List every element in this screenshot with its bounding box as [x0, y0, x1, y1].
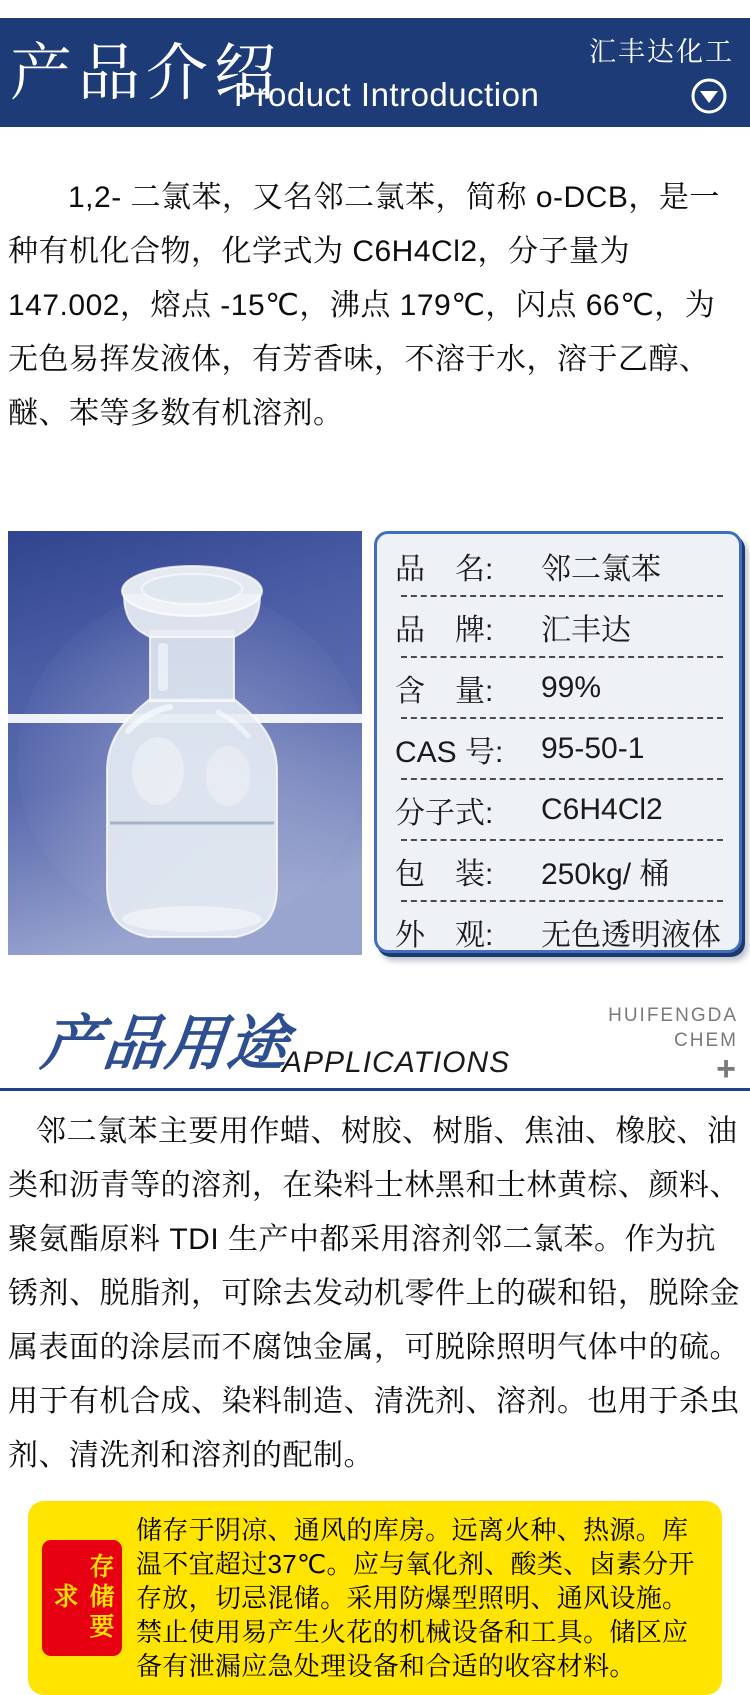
spec-value: 95-50-1	[541, 731, 645, 765]
applications-brand-block	[608, 1003, 738, 1088]
intro-paragraph: 1,2- 二氯苯，又名邻二氯苯，简称 o-DCB，是一种有机化合物，化学式为 C6H4Cl2，分子量为 147.002，熔点 -15℃，沸点 179℃，闪点 66℃，为无色易挥发液体，有芳香味，不溶于水，溶于乙醇、醚、苯等多数有机溶剂。	[8, 181, 720, 430]
product-media-row	[8, 531, 742, 955]
brand-line-1: HUIFENGDA	[608, 1005, 738, 1026]
bottle-illustration	[8, 531, 362, 955]
product-introduction-banner	[0, 18, 750, 127]
spec-label: 品 名:	[395, 552, 494, 586]
product-bottle-photo	[8, 531, 362, 955]
chevron-down-circle-icon	[690, 77, 728, 115]
applications-title-en: APPLICATIONS	[282, 1046, 511, 1079]
spec-label: 含 量:	[395, 674, 494, 708]
storage-requirements-label: 存储要求	[42, 1540, 122, 1656]
storage-requirements-box	[28, 1501, 722, 1695]
banner-title-cn: 产品介绍	[10, 39, 283, 108]
spec-row-package	[387, 841, 729, 900]
applications-title-cn: 产品用途	[38, 1010, 294, 1077]
spec-value: C6H4Cl2	[541, 792, 663, 826]
spec-label: 品 牌:	[395, 613, 494, 647]
banner-brand-name: 汇丰达化工	[589, 37, 734, 67]
spec-row-brand	[387, 597, 729, 656]
spec-row-cas	[387, 719, 729, 778]
brand-line-2: CHEM	[674, 1030, 738, 1051]
spec-value: 250kg/ 桶	[541, 857, 670, 891]
storage-requirements-text: 储存于阴凉、通风的库房。远离火种、热源。库温不宜超过37℃。应与氧化剂、酸类、卤素分开存放，切忌混储。采用防爆型照明、通风设施。禁止使用易产生火花的机械设备和工具。储区应备有泄漏应急处理设备和合适的收容材料。	[136, 1515, 695, 1681]
spec-row-appearance	[387, 902, 729, 961]
spec-value: 无色透明液体	[541, 918, 721, 952]
product-spec-card	[374, 531, 742, 953]
applications-paragraph: 邻二氯苯主要用作蜡、树胶、树脂、焦油、橡胶、油类和沥青等的溶剂，在染料士林黑和士林黄棕、颜料、聚氨酯原料 TDI 生产中都采用溶剂邻二氯苯。作为抗锈剂、脱脂剂，可除去发动机零件上的碳和铅，脱除金属表面的涂层而不腐蚀金属，可脱除照明气体中的硫。用于有机合成、染料制造、清洗剂、溶剂。也用于杀虫剂、清洗剂和溶剂的配制。	[8, 1115, 740, 1472]
plus-icon: +	[716, 1050, 738, 1088]
spec-label: 分子式:	[395, 796, 494, 830]
spec-value: 汇丰达	[541, 613, 631, 647]
spec-row-formula	[387, 780, 729, 839]
spec-row-content	[387, 658, 729, 717]
spec-row-name	[387, 536, 729, 595]
spec-label: 外 观:	[395, 918, 494, 952]
banner-title-en: Product Introduction	[234, 76, 540, 113]
applications-section-header	[0, 1005, 750, 1091]
spec-label: 包 装:	[395, 857, 494, 891]
spec-label: CAS 号:	[395, 735, 504, 769]
spec-value: 99%	[541, 670, 602, 704]
spec-value: 邻二氯苯	[541, 552, 661, 586]
